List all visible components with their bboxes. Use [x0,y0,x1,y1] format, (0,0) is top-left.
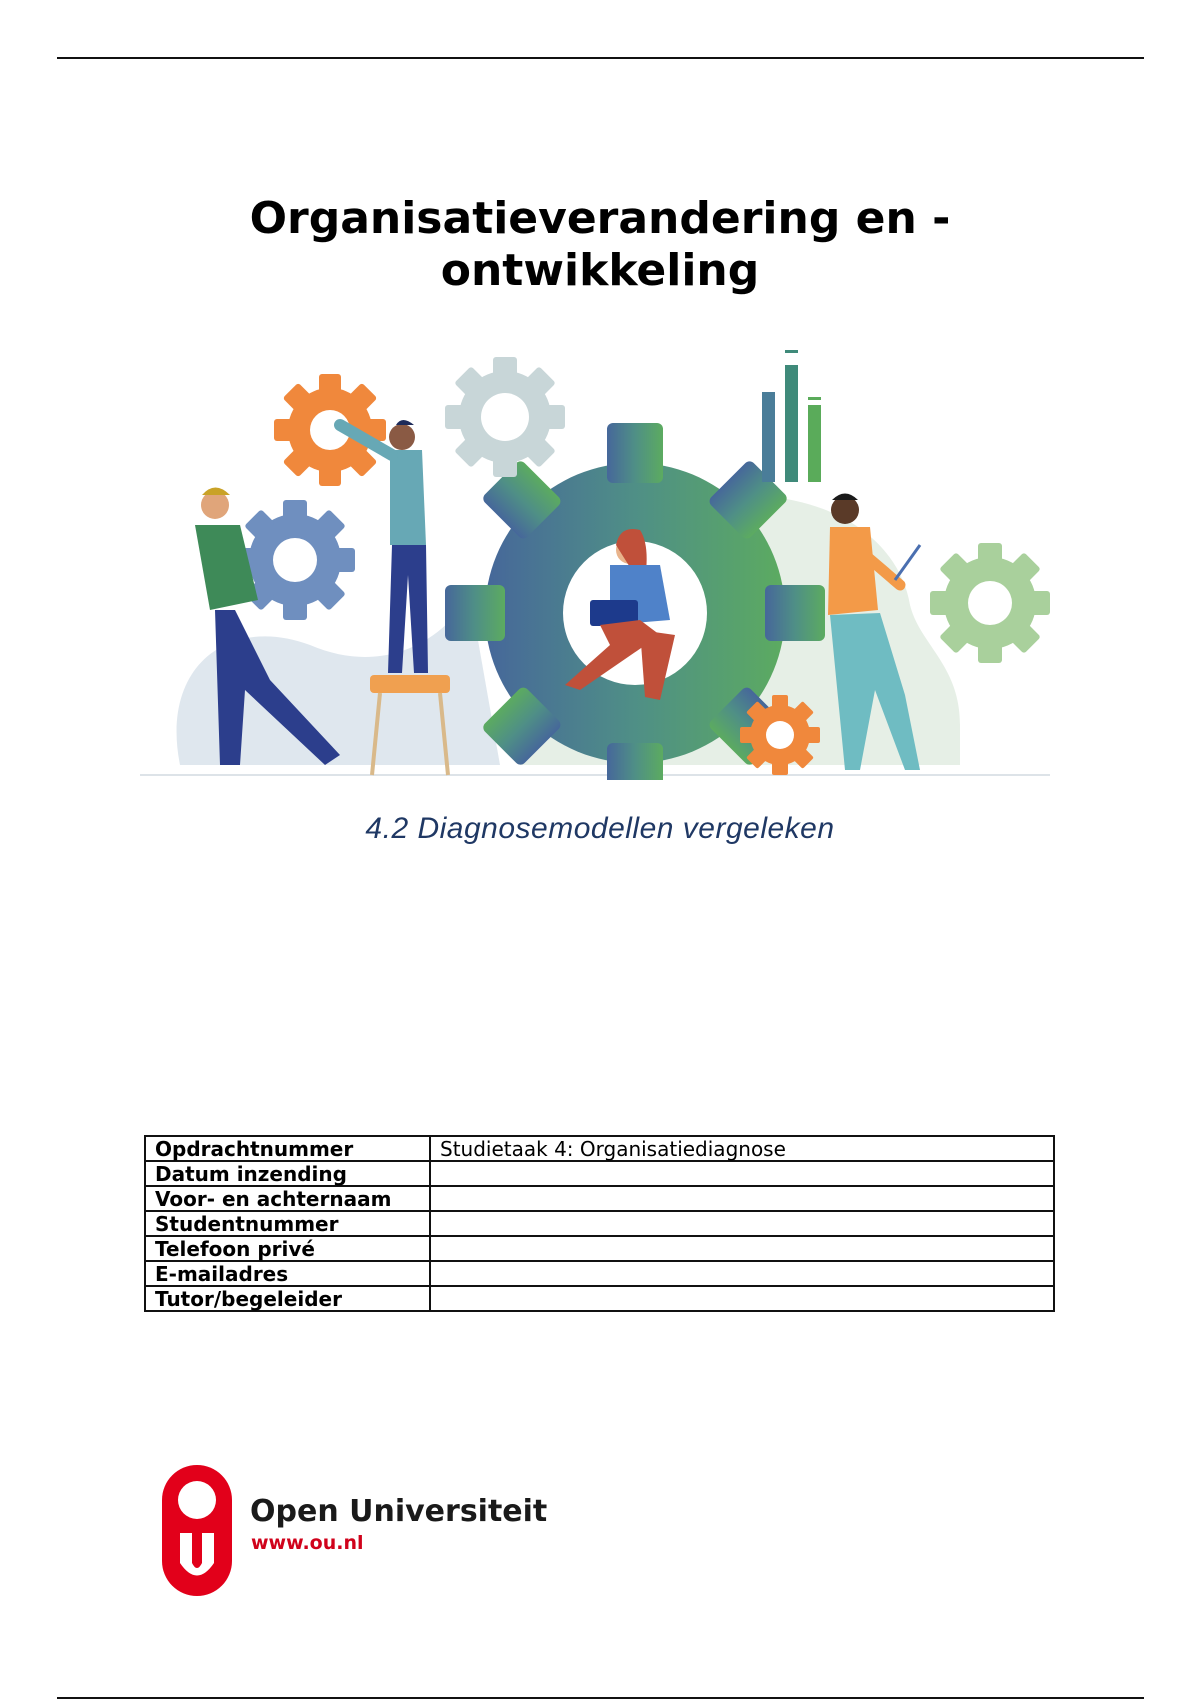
orange-gear-icon [274,374,386,486]
field-value[interactable] [430,1161,1054,1186]
table-row [145,1236,1054,1261]
field-value[interactable] [430,1261,1054,1286]
student-info-table [144,1135,1055,1312]
field-label: Opdrachtnummer [145,1136,430,1161]
field-value[interactable] [430,1236,1054,1261]
footer-rule [57,1697,1144,1699]
title-line-1: Organisatieverandering en - [249,193,951,244]
open-universiteit-logo [160,1463,530,1598]
teamwork-gears-illustration [140,345,1050,780]
small-orange-gear-icon [740,695,820,775]
green-gear-icon [930,543,1050,663]
logo-url: www.ou.nl [251,1532,364,1554]
header-rule [57,57,1144,59]
subtitle: 4.2 Diagnosemodellen vergeleken [365,812,835,845]
table-row [145,1286,1054,1311]
blue-gear-icon [235,500,355,620]
field-label: Voor- en achternaam [145,1186,430,1211]
field-value[interactable] [430,1211,1054,1236]
page-title [150,193,1050,297]
title-line-2: ontwikkeling [440,245,760,296]
bar-chart-icon [762,350,821,482]
field-value[interactable] [430,1286,1054,1311]
table-row [145,1161,1054,1186]
table-row [145,1261,1054,1286]
table-row [145,1211,1054,1236]
field-value[interactable] [430,1186,1054,1211]
logo-name: Open Universiteit [250,1494,548,1529]
field-label: Tutor/begeleider [145,1286,430,1311]
field-label: Datum inzending [145,1161,430,1186]
ou-logo-icon [162,1465,232,1596]
table-row [145,1186,1054,1211]
table-row [145,1136,1054,1161]
gray-gear-icon [445,357,565,477]
field-value[interactable]: Studietaak 4: Organisatiediagnose [430,1136,1054,1161]
field-label: E-mailadres [145,1261,430,1286]
field-label: Studentnummer [145,1211,430,1236]
field-label: Telefoon privé [145,1236,430,1261]
